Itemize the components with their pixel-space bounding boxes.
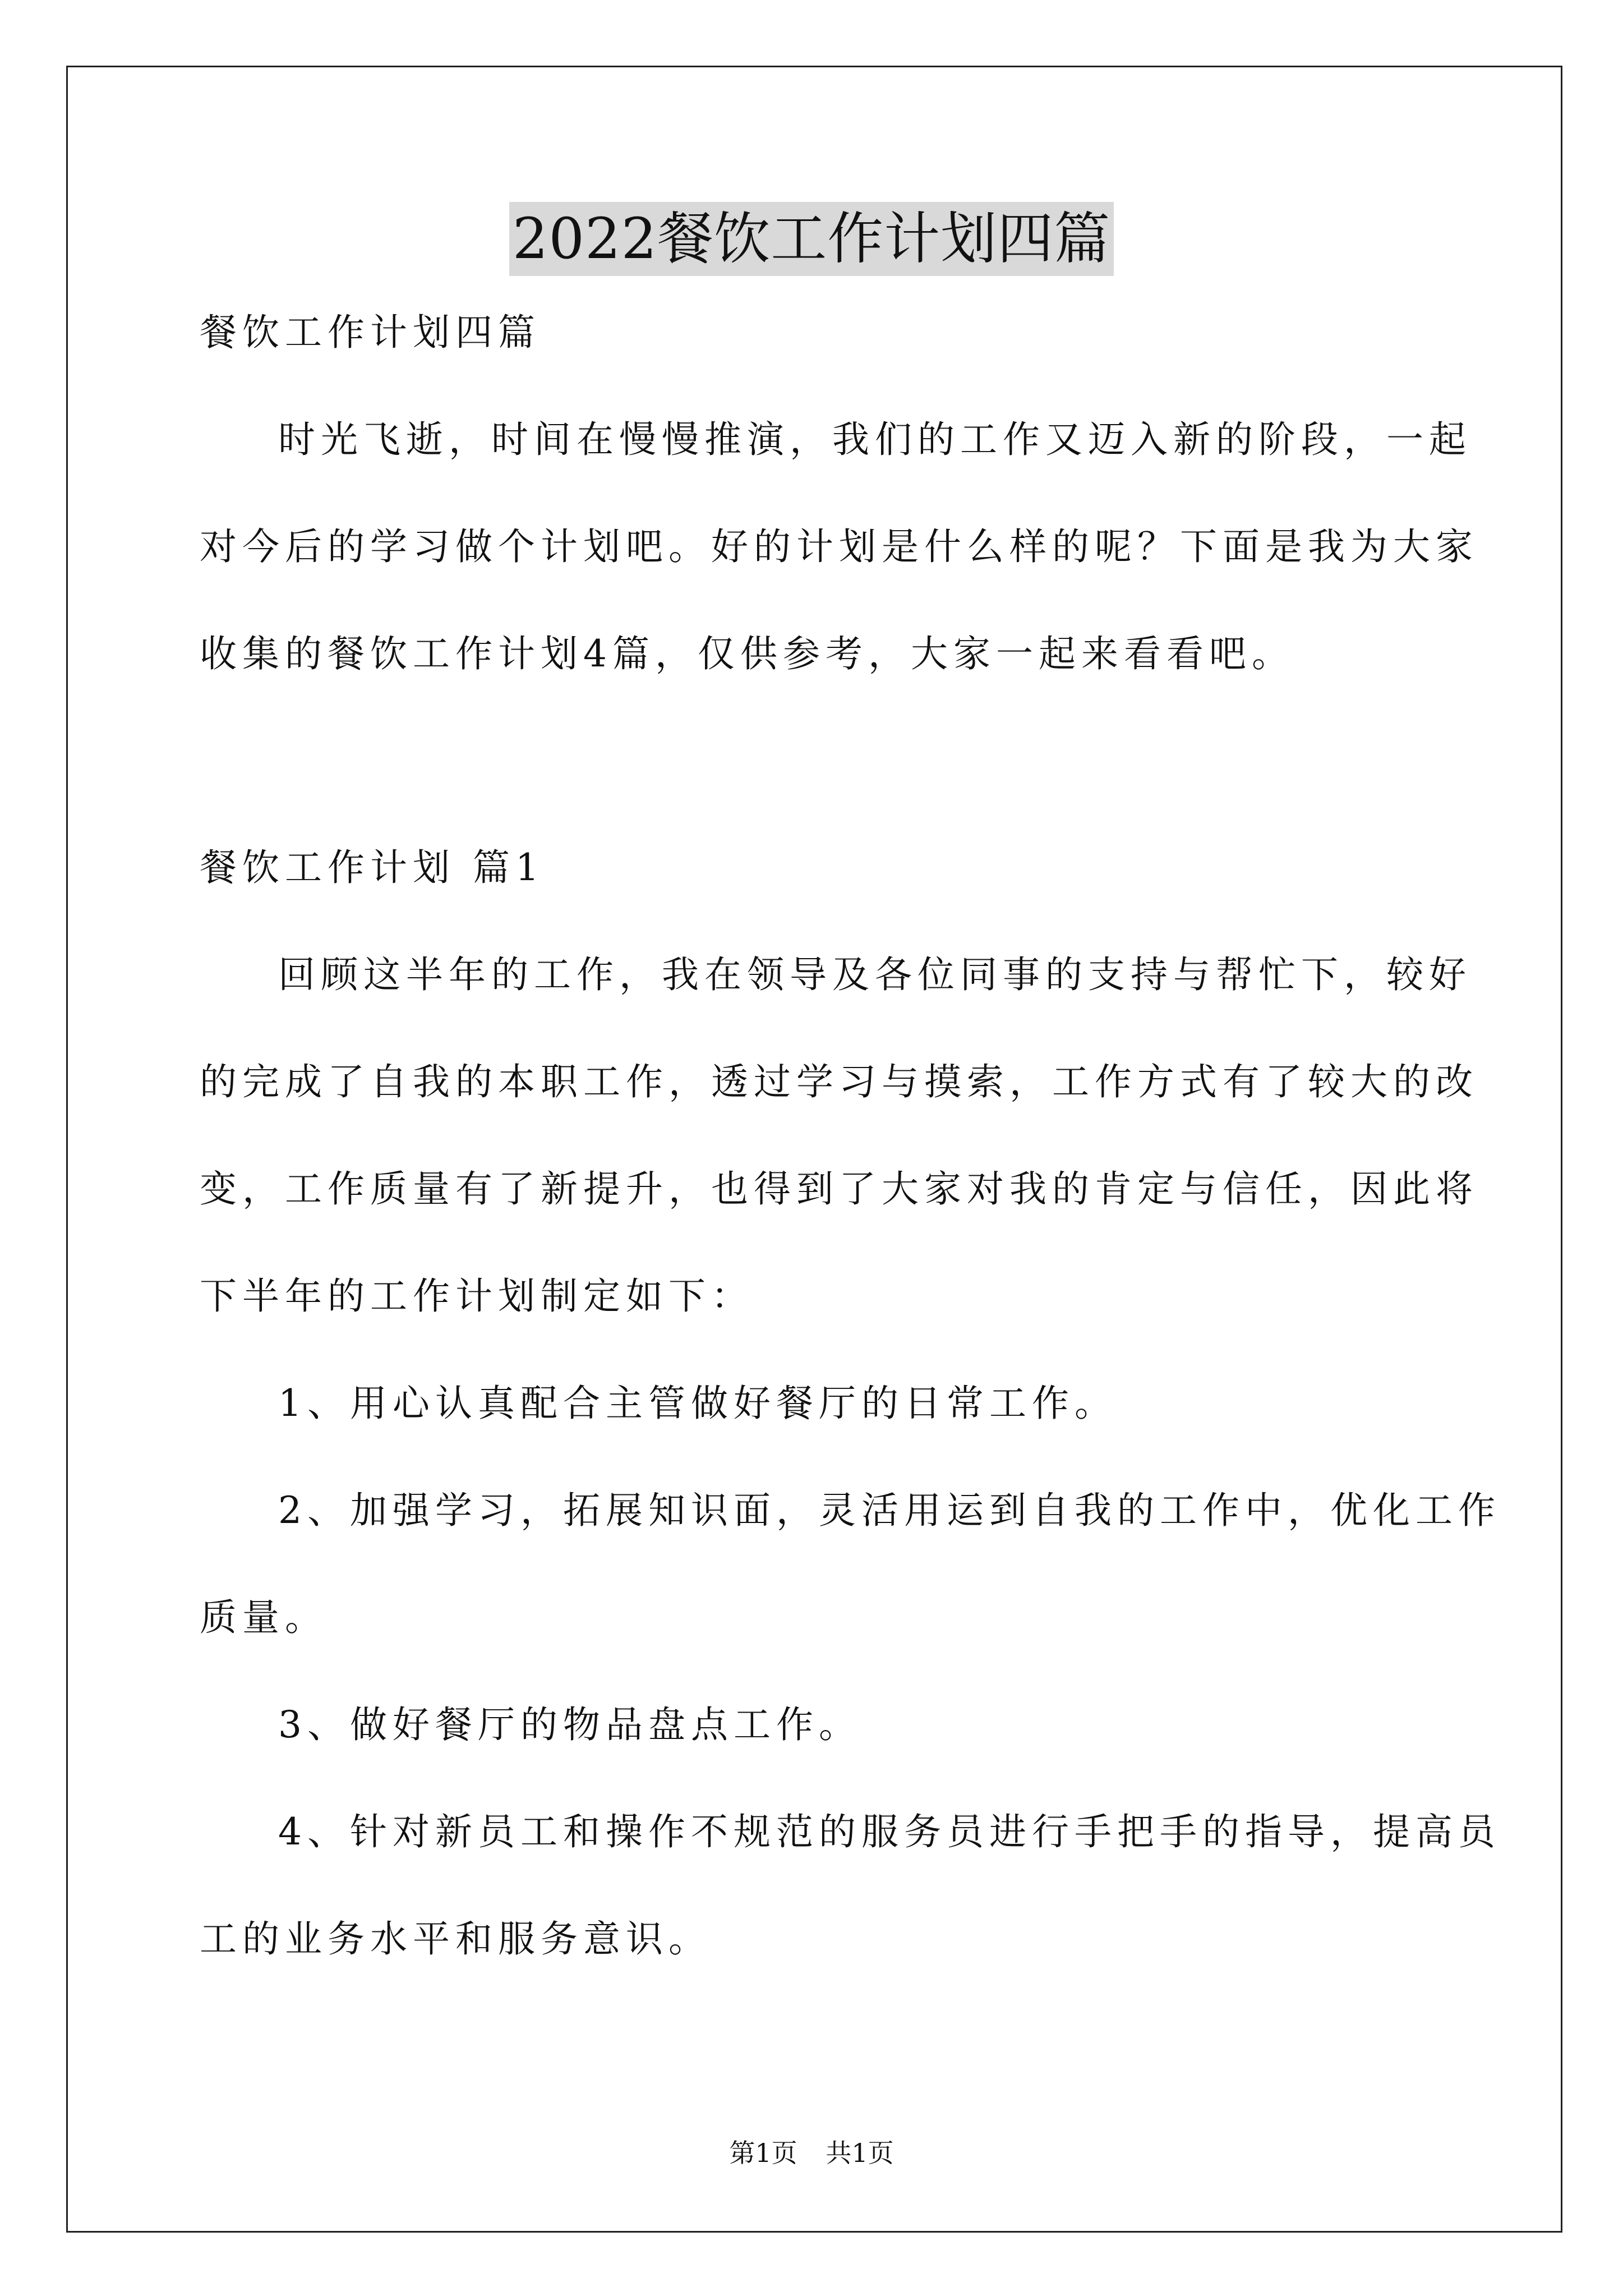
list-item: 4、针对新员工和操作不规范的服务员进行手把手的指导，提高员	[278, 1810, 1501, 1853]
section-line: 回顾这半年的工作，我在领导及各位同事的支持与帮忙下，较好	[278, 953, 1472, 996]
list-item: 1、用心认真配合主管做好餐厅的日常工作。	[278, 1382, 1117, 1425]
section-line: 下半年的工作计划制定如下：	[200, 1274, 754, 1318]
list-item-continuation: 质量。	[200, 1596, 328, 1639]
section-line: 的完成了自我的本职工作，透过学习与摸索，工作方式有了较大的改	[200, 1060, 1478, 1103]
page-footer	[0, 2136, 1623, 2170]
document-title: 2022餐饮工作计划四篇	[509, 202, 1114, 276]
list-item-continuation: 工的业务水平和服务意识。	[200, 1917, 711, 1961]
section-heading: 餐饮工作计划 篇1	[200, 846, 545, 889]
title-container	[0, 202, 1623, 276]
list-item: 3、做好餐厅的物品盘点工作。	[278, 1703, 861, 1746]
intro-line: 时光飞逝，时间在慢慢推演，我们的工作又迈入新的阶段，一起	[278, 418, 1472, 461]
subtitle: 餐饮工作计划四篇	[200, 311, 541, 354]
section-line: 变，工作质量有了新提升，也得到了大家对我的肯定与信任，因此将	[200, 1167, 1478, 1211]
page-number-current: 第1页	[729, 2138, 797, 2168]
document-body	[200, 306, 1501, 1966]
page-number-total: 共1页	[826, 2138, 894, 2168]
list-item: 2、加强学习，拓展知识面，灵活用运到自我的工作中，优化工作	[278, 1489, 1501, 1532]
intro-line: 对今后的学习做个计划吧。好的计划是什么样的呢？下面是我为大家	[200, 525, 1478, 568]
intro-line: 收集的餐饮工作计划4篇，仅供参考，大家一起来看看吧。	[200, 632, 1294, 675]
